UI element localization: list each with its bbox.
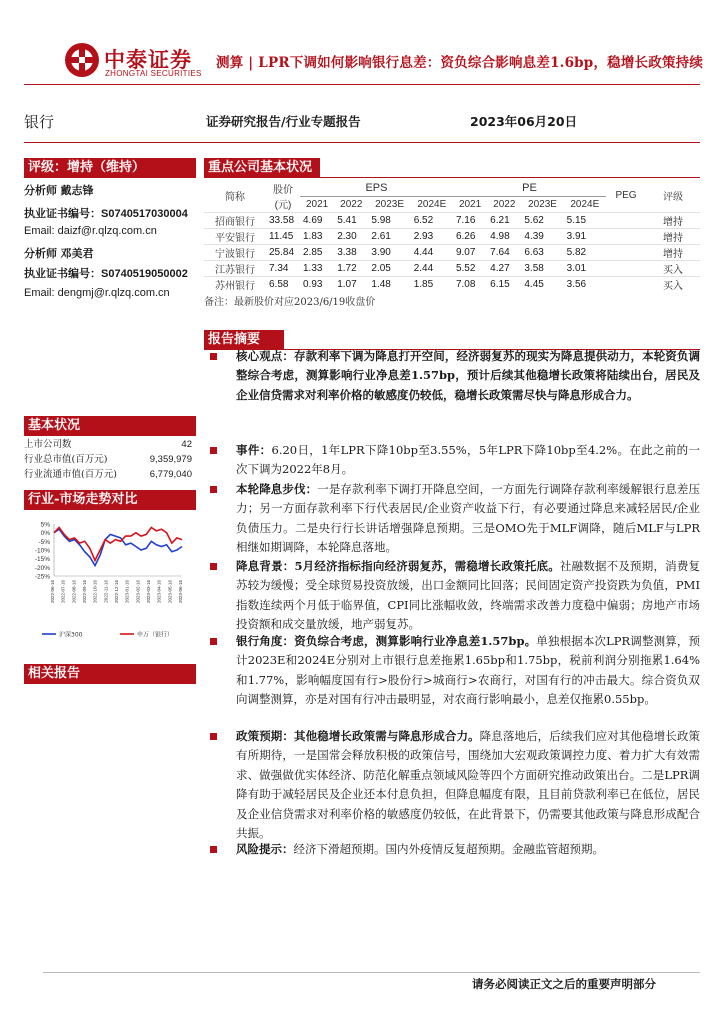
- year-header: 2021: [458, 198, 482, 210]
- x-tick-label: 2022-10-16: [92, 580, 98, 604]
- summary-item-background: [210, 557, 700, 635]
- basic-label: 行业流通市值(百万元): [24, 469, 117, 480]
- eps-cell: 0.93: [300, 276, 334, 292]
- table-row: [204, 212, 700, 228]
- rating-cell: 增持: [646, 228, 700, 244]
- item-emphasis: 5月经济指标指向经济弱复苏，需稳增长政策托底。: [294, 559, 560, 573]
- pe-cell: 3.56: [564, 276, 606, 292]
- item-text: 单独根据本次LPR调整测算，预计2023E和2024E分别对上市银行息差拖累1.65bp和1.75bp，税前利润分别拖累1.64%和1.77%，影响幅度国有行>股份行>城商行>农商行，对国有行的冲击最大。综合资负双向调整测算，亦是对国有行冲击最明显，对农商行影响最小，息差仅拖累0.55bp。: [236, 634, 700, 707]
- price-cell: 6.58: [266, 276, 300, 292]
- eps-cell: 1.07: [334, 276, 368, 292]
- table-note: 备注：最新股价对应2023/6/19收盘价: [204, 297, 376, 308]
- basic-label: 上市公司数: [24, 439, 72, 450]
- x-tick-label: 2022-06-16: [50, 580, 55, 604]
- analyst-1-email: [24, 225, 157, 237]
- eps-cell: 2.30: [334, 228, 368, 244]
- year-header: 2021: [305, 198, 329, 210]
- group-pe: PE: [453, 180, 606, 196]
- x-tick-label: 2023-03-16: [146, 580, 151, 604]
- y-tick-label: -25%: [34, 573, 50, 581]
- related-reports-title: 相关报告: [24, 664, 196, 684]
- y-tick-label: -15%: [34, 556, 50, 564]
- email-label: Email:: [24, 287, 55, 299]
- eps-cell: 5.41: [334, 212, 368, 228]
- price-cell: 33.58: [266, 212, 300, 228]
- x-tick-label: 2022-11-16: [103, 580, 109, 603]
- year-header: 2023E: [528, 198, 557, 210]
- eps-cell: 1.85: [411, 276, 453, 292]
- analyst-1: [24, 182, 94, 198]
- cert-label: 执业证书编号：: [24, 207, 101, 220]
- zhongtai-logo-icon: [64, 42, 100, 78]
- eps-cell: 1.33: [300, 260, 334, 276]
- col-name: 简称: [225, 192, 245, 204]
- y-tick-label: -20%: [34, 564, 50, 572]
- cert-number: S0740517030004: [101, 208, 188, 220]
- footer-rule: [43, 972, 700, 973]
- company-name: 平安银行: [204, 228, 266, 244]
- col-price-unit: (元): [274, 200, 292, 212]
- item-label: 政策预期：: [236, 729, 295, 743]
- pe-cell: 3.91: [564, 228, 606, 244]
- table-row: [204, 228, 700, 244]
- x-tick-label: 2023-06-16: [178, 580, 183, 604]
- y-tick-label: 0%: [40, 530, 50, 538]
- rating-cell: 买入: [646, 260, 700, 276]
- report-type: 证券研究报告/行业专题报告: [206, 114, 361, 129]
- basic-row: [24, 437, 192, 452]
- company-name: 招商银行: [204, 212, 266, 228]
- company-name: 苏州银行: [204, 276, 266, 292]
- analyst-2-cert: [24, 265, 188, 281]
- eps-cell: 2.85: [300, 244, 334, 260]
- pe-cell: 9.07: [453, 244, 487, 260]
- email-label: Email:: [24, 225, 55, 237]
- header-rule: [24, 84, 700, 85]
- peg-cell: [606, 212, 646, 228]
- group-peg: PEG: [615, 190, 637, 202]
- pe-cell: 5.52: [453, 260, 487, 276]
- col-price: 股价: [273, 184, 293, 196]
- x-tick-label: 2023-04-16: [156, 580, 162, 604]
- x-tick-label: 2023-05-16: [167, 580, 173, 604]
- pe-cell: 4.45: [521, 276, 563, 292]
- item-text: 6.20日，1年LPR下降10bp至3.55%，5年LPR下降10bp至4.2%。在此之前的一次下调为2022年8月。: [236, 443, 701, 477]
- table-row: [204, 276, 700, 292]
- item-label: 风险提示：: [236, 842, 294, 856]
- table-header-row: [204, 180, 700, 196]
- price-cell: 11.45: [266, 228, 300, 244]
- x-tick-label: 2022-12-16: [114, 580, 119, 604]
- basic-row: [24, 467, 192, 482]
- pe-cell: 7.08: [453, 276, 487, 292]
- report-headline: 测算 | LPR下调如何影响银行息差：资负综合影响息差1.6bp，稳增长政策持续: [216, 55, 704, 71]
- pe-cell: 3.58: [521, 260, 563, 276]
- email-link[interactable]: dengmj@r.qlzq.com.cn: [57, 287, 170, 299]
- summary-item-policy: [210, 727, 700, 843]
- basic-value: 42: [181, 439, 192, 450]
- pe-cell: 4.98: [487, 228, 521, 244]
- x-tick-label: 2023-02-16: [135, 580, 141, 604]
- summary-item-pace: [210, 480, 700, 558]
- basic-status-title: 基本状况: [24, 416, 196, 436]
- x-tick-label: 2023-01-16: [124, 580, 130, 604]
- table-row: [204, 260, 700, 276]
- cert-label: 执业证书编号：: [24, 267, 101, 280]
- subheader-rule: [24, 142, 700, 143]
- y-tick-label: -10%: [34, 547, 50, 555]
- year-header: 2022: [493, 198, 516, 210]
- pe-cell: 3.01: [564, 260, 606, 276]
- basic-row: [24, 452, 192, 467]
- pe-cell: 5.62: [521, 212, 563, 228]
- pe-cell: 7.64: [487, 244, 521, 260]
- company-name: 宁波银行: [204, 244, 266, 260]
- analyst-2: [24, 245, 94, 261]
- peg-cell: [606, 276, 646, 292]
- bullet-icon: [210, 733, 217, 740]
- item-text: 降息落地后，后续我们应对其他稳增长政策有所期待，一是国常会释放积极的政策信号，围绕加大宏观政策调控力度、着力扩大有效需求、做强做优实体经济、防范化解重点领域风险等四个方面研究推动政策出台。二是LPR调降有助于减轻居民及企业还本付息负担，但降息幅度有限，且目前贷款利率已在低位，居民及企业信贷需求对利率价格的敏感度仍较低，在此背景下，仍需要其他政策与降息形成配合共振。: [236, 729, 701, 841]
- y-tick-label: -5%: [38, 538, 50, 546]
- pe-cell: 6.63: [521, 244, 563, 260]
- item-label: 本轮降息步伐：: [236, 482, 318, 496]
- eps-cell: 1.72: [334, 260, 368, 276]
- legend-label: 申万（银行）: [137, 631, 174, 639]
- y-tick-label: 5%: [40, 521, 50, 529]
- peg-cell: [606, 228, 646, 244]
- item-label: 核心观点：: [236, 349, 295, 363]
- rating-cell: 增持: [646, 212, 700, 228]
- trend-chart: [24, 516, 196, 648]
- year-header: 2024E: [417, 198, 447, 210]
- key-companies-title: 重点公司基本状况: [204, 158, 320, 178]
- analyst-role: 分析师: [24, 184, 57, 197]
- x-tick-label: 2022-07-16: [60, 580, 66, 604]
- pe-cell: 4.27: [487, 260, 521, 276]
- analyst-role: 分析师: [24, 247, 57, 260]
- analyst-name: 邓美君: [60, 247, 94, 260]
- eps-cell: 5.98: [368, 212, 410, 228]
- bullet-icon: [210, 447, 217, 454]
- eps-cell: 2.44: [411, 260, 453, 276]
- item-emphasis: 资负综合考虑，测算影响行业净息差1.57bp。: [294, 634, 537, 648]
- rating-banner: 评级：增持（维持）: [24, 158, 196, 178]
- item-label: 降息背景：: [236, 559, 295, 573]
- peg-cell: [606, 244, 646, 260]
- bullet-icon: [210, 638, 217, 645]
- industry-label: 银行: [24, 113, 55, 131]
- eps-cell: 3.90: [368, 244, 410, 260]
- company-name: 江苏银行: [204, 260, 266, 276]
- basic-label: 行业总市值(百万元): [24, 454, 108, 465]
- analyst-2-email: [24, 287, 170, 299]
- item-text: 经济下滑超预期。国内外疫情反复超预期。金融监管超预期。: [293, 842, 604, 856]
- series-line-hs300: [54, 529, 182, 565]
- bullet-icon: [210, 486, 217, 493]
- item-text: 社融数据不及预期，消费复苏较为缓慢；受全球贸易投资放缓，出口金额同比回落；民间固定资产投资跌为负值，PMI指数连续两个月低于临界值，CPI同比涨幅收敛，终端需求改善力度稳中偏弱；房地产市场投资额和成交量放缓，地产弱复苏。: [236, 559, 701, 632]
- pe-cell: 4.39: [521, 228, 563, 244]
- series-line-sw-bank: [54, 528, 182, 561]
- year-header: 2024E: [570, 198, 600, 210]
- legend-label: 沪深300: [59, 631, 83, 639]
- group-eps: EPS: [300, 180, 453, 196]
- pe-cell: 7.16: [453, 212, 487, 228]
- bullet-icon: [210, 846, 217, 853]
- key-companies-rule: [204, 177, 700, 178]
- footer-disclaimer: 请务必阅读正文之后的重要声明部分: [472, 977, 656, 991]
- item-text: 一是存款利率下调打开降息空间，一方面先行调降存款利率缓解银行息差压力；另一方面存款利率下行代表居民/企业资产收益下行，有必要通过降息来减轻居民/企业负债压力。二是央行行长讲话增强降息预期。三是OMO先于MLF调降，随后MLF与LPR相继如期调降，本轮降息落地。: [236, 482, 700, 555]
- key-companies-table: [204, 180, 700, 292]
- year-header: 2023E: [375, 198, 404, 210]
- pe-cell: 6.26: [453, 228, 487, 244]
- eps-cell: 2.93: [411, 228, 453, 244]
- item-label: 事件：: [236, 443, 272, 457]
- peg-cell: [606, 260, 646, 276]
- eps-cell: 2.05: [368, 260, 410, 276]
- pe-cell: 6.15: [487, 276, 521, 292]
- item-emphasis: 存款利率下调为降息打开空间，经济弱复苏的现实为降息提供动力，本轮资负调整综合考虑，测算影响行业净息差1.57bp，预计后续其他稳增长政策将陆续出台，居民及企业信贷需求对利率价格的敏感度仍较低，稳增长政策需尽快与降息形成合力。: [236, 349, 700, 402]
- x-tick-label: 2022-08-16: [71, 580, 77, 604]
- eps-cell: 4.44: [411, 244, 453, 260]
- summary-item-core: [210, 347, 700, 405]
- logo-text: 中泰证券: [104, 48, 192, 72]
- cert-number: S0740519050002: [101, 268, 188, 280]
- col-rating: 评级: [663, 192, 683, 204]
- summary-title: 报告摘要: [204, 330, 284, 350]
- price-cell: 7.34: [266, 260, 300, 276]
- basic-value: 6,779,040: [149, 469, 192, 480]
- analyst-1-cert: [24, 205, 188, 221]
- email-link[interactable]: daizf@r.qlzq.com.cn: [57, 225, 157, 237]
- eps-cell: 3.38: [334, 244, 368, 260]
- pe-cell: 5.15: [564, 212, 606, 228]
- logo-subtitle: ZHONGTAI SECURITIES: [105, 69, 202, 78]
- eps-cell: 4.69: [300, 212, 334, 228]
- item-label: 银行角度：: [236, 634, 295, 648]
- bullet-icon: [210, 353, 217, 360]
- price-cell: 25.84: [266, 244, 300, 260]
- bullet-icon: [210, 563, 217, 570]
- eps-cell: 6.52: [411, 212, 453, 228]
- table-row: [204, 244, 700, 260]
- summary-item-bank: [210, 632, 700, 710]
- report-date: 2023年06月20日: [470, 114, 578, 129]
- x-tick-label: 2022-09-16: [82, 580, 87, 604]
- eps-cell: 1.83: [300, 228, 334, 244]
- trend-title: 行业-市场走势对比: [24, 490, 196, 510]
- pe-cell: 5.82: [564, 244, 606, 260]
- pe-cell: 6.21: [487, 212, 521, 228]
- item-emphasis: 其他稳增长政策需与降息形成合力。: [294, 729, 480, 743]
- rating-cell: 买入: [646, 276, 700, 292]
- basic-value: 9,359,979: [149, 454, 192, 465]
- analyst-name: 戴志锋: [60, 184, 94, 197]
- summary-item-event: [210, 441, 700, 480]
- rating-cell: 增持: [646, 244, 700, 260]
- eps-cell: 2.61: [368, 228, 410, 244]
- summary-item-risk: [210, 840, 700, 859]
- eps-cell: 1.48: [368, 276, 410, 292]
- year-header: 2022: [340, 198, 363, 210]
